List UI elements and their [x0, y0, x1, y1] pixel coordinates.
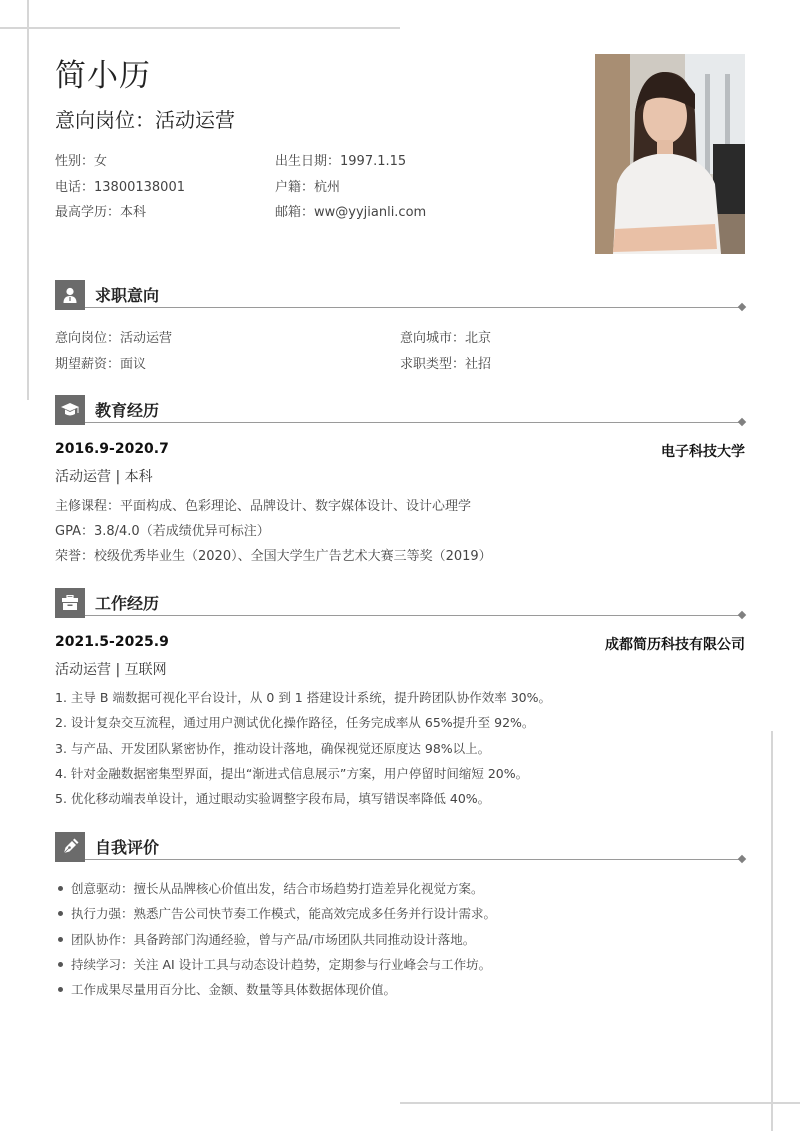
section-education	[55, 395, 745, 425]
info-row	[55, 150, 435, 176]
section-work	[55, 588, 745, 618]
section-title: 求职意向	[95, 286, 160, 305]
section-title: 自我评价	[95, 838, 160, 857]
bullet-icon	[58, 911, 63, 916]
section-divider	[85, 307, 741, 308]
bullet-icon	[58, 962, 63, 967]
work-dates: 2021.5-2025.9	[55, 634, 169, 650]
desired-city: 意向城市：北京	[400, 331, 492, 346]
phone: 电话：13800138001	[55, 179, 185, 195]
section-divider	[85, 422, 741, 423]
info-row	[55, 176, 435, 202]
school-name: 电子科技大学	[661, 444, 745, 460]
list-item: 工作成果尽量用百分比、金额、数量等具体数据体现价值。	[55, 980, 745, 1005]
gender: 性别：女	[55, 154, 108, 169]
education-major: 活动运营 | 本科	[55, 469, 153, 485]
divider-end-diamond	[738, 418, 746, 426]
info-row	[55, 327, 745, 353]
profile-photo	[595, 54, 745, 254]
list-item: 3. 与产品、开发团队紧密协作，推动设计落地，确保视觉还原度达 98%以上。	[55, 740, 491, 756]
self-evaluation-list	[55, 879, 745, 1005]
divider-end-diamond	[738, 303, 746, 311]
graduation-cap-icon	[55, 395, 85, 425]
expected-salary: 期望薪资：面议	[55, 356, 147, 372]
personal-info	[55, 150, 435, 227]
candidate-name: 简小历	[55, 58, 151, 94]
education-level: 最高学历：本科	[55, 205, 147, 220]
decor-line-top	[0, 27, 400, 29]
section-self-evaluation	[55, 832, 745, 862]
hometown: 户籍：杭州	[275, 179, 341, 195]
section-title: 工作经历	[95, 594, 160, 613]
list-item: 5. 优化移动端表单设计，通过眼动实验调整字段布局，填写错误率降低 40%。	[55, 791, 491, 807]
section-divider	[85, 859, 741, 860]
section-divider	[85, 615, 741, 616]
decor-line-right	[771, 731, 773, 1131]
list-item: 1. 主导 B 端数据可视化平台设计，从 0 到 1 搭建设计系统，提升跨团队协作效率 30%。	[55, 690, 551, 705]
decor-line-left	[27, 0, 29, 400]
list-item: 团队协作：具备跨部门沟通经验，曾与产品/市场团队共同推动设计落地。	[55, 930, 745, 955]
gpa: GPA：3.8/4.0（若成绩优异可标注）	[55, 524, 270, 539]
birth-date: 出生日期：1997.1.15	[275, 154, 407, 169]
education-dates: 2016.9-2020.7	[55, 441, 169, 457]
work-role: 活动运营 | 互联网	[55, 662, 167, 678]
desired-position: 意向岗位：活动运营	[55, 331, 173, 346]
work-achievements	[55, 688, 745, 814]
list-item: 执行力强：熟悉广告公司快节奏工作模式，能高效完成多任务并行设计需求。	[55, 904, 745, 929]
pen-icon	[55, 832, 85, 862]
intent-position: 意向岗位：活动运营	[55, 108, 235, 132]
job-type: 求职类型：社招	[400, 356, 492, 372]
courses: 主修课程：平面构成、色彩理论、品牌设计、数字媒体设计、设计心理学	[55, 499, 472, 514]
divider-end-diamond	[738, 611, 746, 619]
job-intent-details	[55, 327, 745, 378]
decor-line-bottom	[400, 1102, 800, 1104]
briefcase-icon	[55, 588, 85, 618]
user-icon	[55, 280, 85, 310]
honors: 荣誉：校级优秀毕业生（2020）、全国大学生广告艺术大赛三等奖（2019）	[55, 549, 492, 564]
list-item: 2. 设计复杂交互流程，通过用户测试优化操作路径，任务完成率从 65%提升至 92%。	[55, 715, 535, 731]
info-row	[55, 353, 745, 379]
list-item: 创意驱动：擅长从品牌核心价值出发，结合市场趋势打造差异化视觉方案。	[55, 879, 745, 904]
bullet-icon	[58, 987, 63, 992]
company-name: 成都简历科技有限公司	[605, 637, 745, 653]
section-job-intent	[55, 280, 745, 310]
bullet-icon	[58, 886, 63, 891]
list-item: 4. 针对金融数据密集型界面，提出“渐进式信息展示”方案，用户停留时间缩短 20%。	[55, 765, 529, 781]
section-title: 教育经历	[95, 401, 160, 420]
email: 邮箱：ww@yyjianli.com	[275, 205, 427, 220]
info-row	[55, 201, 435, 227]
divider-end-diamond	[738, 855, 746, 863]
bullet-icon	[58, 937, 63, 942]
list-item: 持续学习：关注 AI 设计工具与动态设计趋势，定期参与行业峰会与工作坊。	[55, 955, 745, 980]
